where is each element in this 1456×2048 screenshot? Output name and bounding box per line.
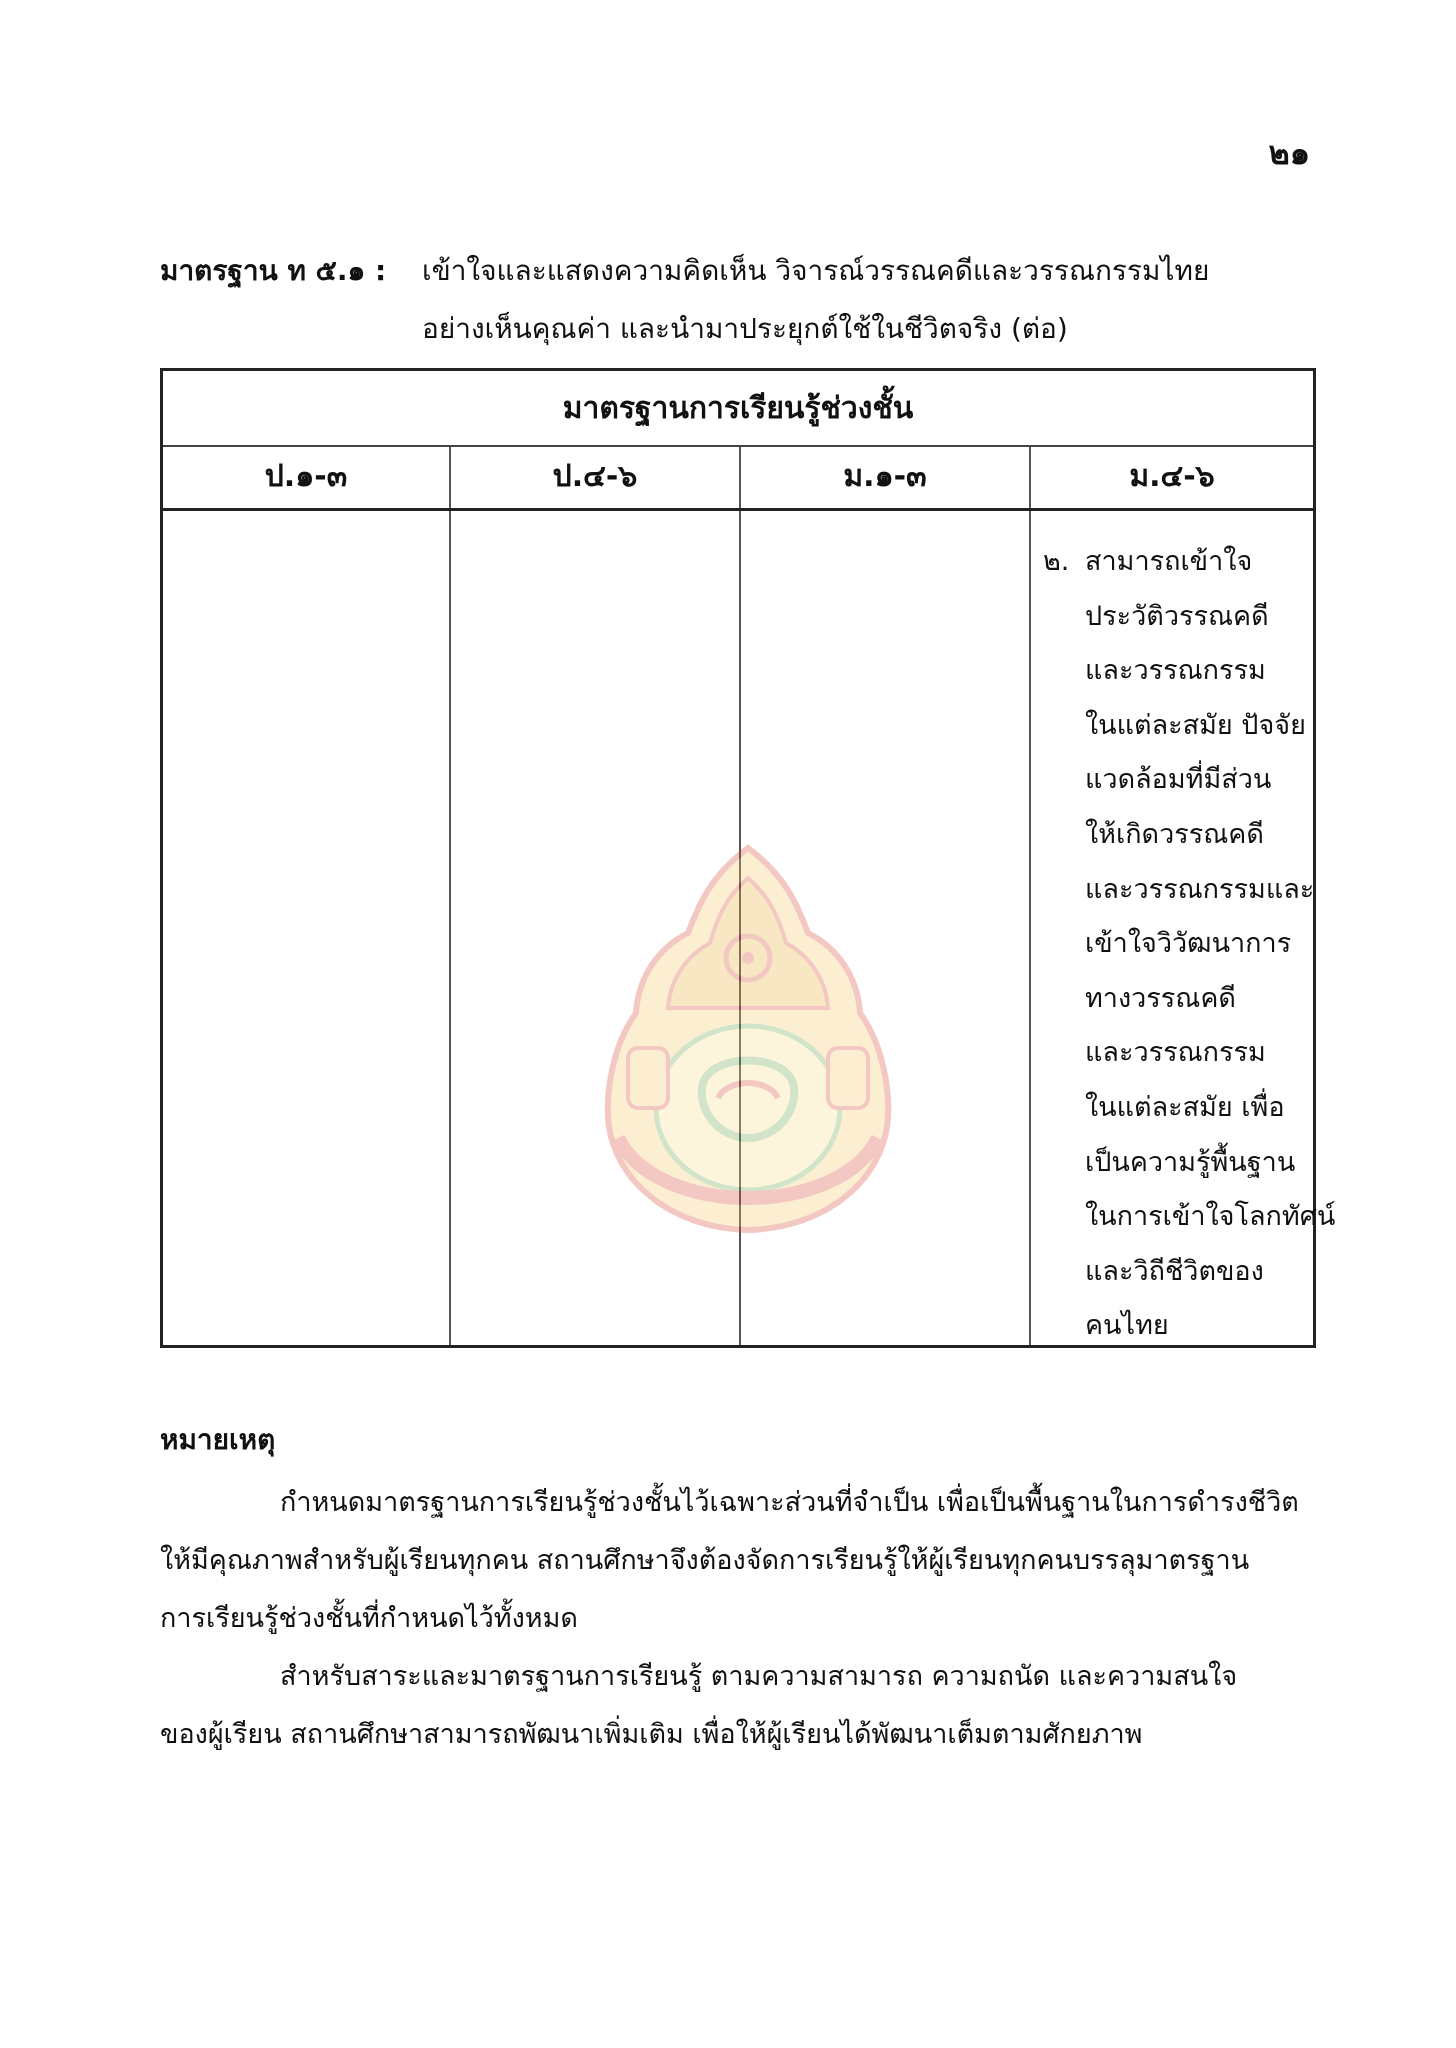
column-header-p1-3: ป.๑-๓	[163, 447, 451, 508]
item-line: ให้เกิดวรรณคดี	[1085, 818, 1264, 850]
table-title: มาตรฐานการเรียนรู้ช่วงชั้น	[163, 371, 1313, 447]
cell-p1-3	[163, 511, 451, 1345]
cell-p4-6	[451, 511, 741, 1345]
column-header-m4-6: ม.๔-๖	[1129, 459, 1215, 494]
column-header-m1-3: ม.๑-๓	[741, 447, 1031, 508]
item-line: และวรรณกรรม	[1085, 1037, 1266, 1069]
note-title: หมายเหตุ	[160, 1423, 276, 1456]
item-number: ๒.	[1043, 546, 1070, 577]
item-line: ในแต่ละสมัย เพื่อ	[1085, 1091, 1285, 1123]
item-line: ประวัติวรรณคดี	[1085, 600, 1269, 632]
table-body-row	[163, 511, 1336, 1345]
item-line: ในการเข้าใจโลกทัศน์	[1085, 1201, 1336, 1233]
item-line: และวรรณกรรม	[1085, 655, 1266, 687]
cell-m4-6	[1031, 511, 1336, 1345]
learning-standards-table	[160, 368, 1336, 1348]
item-line: สามารถเข้าใจ	[1085, 546, 1253, 577]
note-line: การเรียนรู้ช่วงชั้นที่กำหนดไว้ทั้งหมด	[160, 1603, 578, 1634]
item-line: เข้าใจวิวัฒนาการ	[1085, 928, 1292, 960]
item-line: แวดล้อมที่มีส่วน	[1085, 764, 1272, 796]
standard-label: มาตรฐาน ท ๕.๑ :	[160, 254, 387, 287]
column-header-p4-6: ป.๔-๖	[451, 447, 741, 508]
standard-description-line-1: เข้าใจและแสดงความคิดเห็น วิจารณ์วรรณคดีและวรรณกรรมไทย	[422, 254, 1210, 287]
item-line: และวรรณกรรมและ	[1085, 873, 1315, 905]
note-line: ให้มีคุณภาพสำหรับผู้เรียนทุกคน สถานศึกษาจึงต้องจัดการเรียนรู้ให้ผู้เรียนทุกคนบรรลุมาตรฐาน	[160, 1545, 1250, 1576]
note-line: กำหนดมาตรฐานการเรียนรู้ช่วงชั้นไว้เฉพาะส่วนที่จำเป็น เพื่อเป็นพื้นฐานในการดำรงชีวิต	[280, 1487, 1299, 1518]
item-line: ทางวรรณคดี	[1085, 982, 1236, 1014]
cell-m1-3	[741, 511, 1031, 1345]
item-line: คนไทย	[1085, 1310, 1169, 1342]
item-line: ในแต่ละสมัย ปัจจัย	[1085, 709, 1306, 741]
note-body	[160, 1474, 1316, 1764]
item-text	[1085, 535, 1335, 1354]
item-line: เป็นความรู้พื้นฐาน	[1085, 1146, 1296, 1178]
table-header-row	[163, 447, 1313, 511]
note-line: สำหรับสาระและมาตรฐานการเรียนรู้ ตามความสามารถ ความถนัด และความสนใจ	[280, 1661, 1238, 1692]
note-line: ของผู้เรียน สถานศึกษาสามารถพัฒนาเพิ่มเติม เพื่อให้ผู้เรียนได้พัฒนาเต็มตามศักยภาพ	[160, 1719, 1143, 1750]
page-number: ๒๑	[1268, 134, 1310, 172]
standard-description-line-2: อย่างเห็นคุณค่า และนำมาประยุกต์ใช้ในชีวิตจริง (ต่อ)	[422, 312, 1068, 345]
item-line: และวิถีชีวิตของ	[1085, 1255, 1264, 1287]
